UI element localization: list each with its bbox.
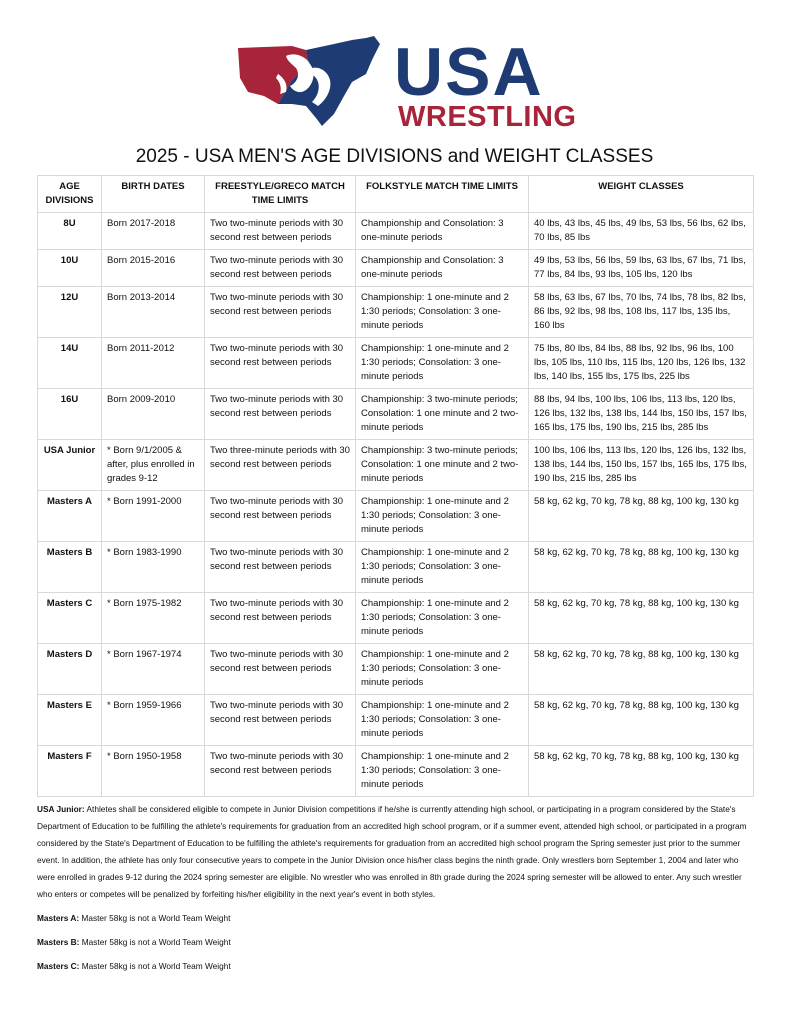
note-masters-c [37,958,753,975]
table-row [38,491,754,542]
note-label: Masters B: [37,937,80,947]
table-header-row [38,176,754,213]
usa-map-wrestlers-icon [234,34,384,130]
note-label: USA Junior: [37,804,85,814]
freestyle-cell: Two two-minute periods with 30 second rest between periods [205,213,356,250]
table-row [38,287,754,338]
freestyle-cell: Two three-minute periods with 30 second rest between periods [205,440,356,491]
freestyle-cell: Two two-minute periods with 30 second rest between periods [205,695,356,746]
birth-dates-cell: * Born 1991-2000 [102,491,205,542]
table-row [38,542,754,593]
weights-cell: 58 kg, 62 kg, 70 kg, 78 kg, 88 kg, 100 kg, 130 kg [529,593,754,644]
folkstyle-cell: Championship: 1 one-minute and 2 1:30 periods; Consolation: 3 one-minute periods [356,644,529,695]
weights-cell: 58 kg, 62 kg, 70 kg, 78 kg, 88 kg, 100 kg, 130 kg [529,644,754,695]
table-row [38,440,754,491]
table-row [38,213,754,250]
folkstyle-cell: Championship: 1 one-minute and 2 1:30 periods; Consolation: 3 one-minute periods [356,593,529,644]
freestyle-cell: Two two-minute periods with 30 second rest between periods [205,338,356,389]
header-freestyle-time-limits: FREESTYLE/GRECO MATCH TIME LIMITS [205,176,356,213]
logo-wrestling-text: WRESTLING [398,101,577,133]
age-divisions-table [37,175,754,797]
note-masters-b [37,934,753,951]
birth-dates-cell: Born 2015-2016 [102,250,205,287]
birth-dates-cell: * Born 1975-1982 [102,593,205,644]
division-cell: 14U [38,338,102,389]
folkstyle-cell: Championship: 1 one-minute and 2 1:30 periods; Consolation: 3 one-minute periods [356,746,529,797]
note-label: Masters C: [37,961,80,971]
freestyle-cell: Two two-minute periods with 30 second rest between periods [205,593,356,644]
division-cell: Masters D [38,644,102,695]
weights-cell: 58 lbs, 63 lbs, 67 lbs, 70 lbs, 74 lbs, 78 lbs, 82 lbs, 86 lbs, 92 lbs, 98 lbs, 108 lbs, 117 lbs, 135 lbs, 160 lbs [529,287,754,338]
table-row [38,695,754,746]
weights-cell: 75 lbs, 80 lbs, 84 lbs, 88 lbs, 92 lbs, 96 lbs, 100 lbs, 105 lbs, 110 lbs, 115 lbs, 120 lbs, 126 lbs, 132 lbs, 140 lbs, 155 lbs, 175 lbs, 225 lbs [529,338,754,389]
folkstyle-cell: Championship: 1 one-minute and 2 1:30 periods; Consolation: 3 one-minute periods [356,491,529,542]
division-cell: Masters E [38,695,102,746]
freestyle-cell: Two two-minute periods with 30 second rest between periods [205,644,356,695]
table-row [38,338,754,389]
division-cell: Masters C [38,593,102,644]
division-cell: 8U [38,213,102,250]
note-label: Masters A: [37,913,80,923]
folkstyle-cell: Championship: 3 two-minute periods; Consolation: 1 one minute and 2 two-minute periods [356,440,529,491]
header-weight-classes: WEIGHT CLASSES [529,176,754,213]
folkstyle-cell: Championship: 1 one-minute and 2 1:30 periods; Consolation: 3 one-minute periods [356,338,529,389]
note-masters-a [37,910,753,927]
note-text: Athletes shall be considered eligible to compete in Junior Division competitions if he/she is currently attending high school, or participating in a program considered by the State's Department of Education to be fulfilling the athlete's requirements for graduation from an accredited high school program, or if a summer event, attended high school, or participated in a program considered by the State's Department of Education to be fulfilling the athlete's requirements for graduation from an accredited high school program the Spring semester just prior to the summer event. In addition, the athlete has only four consecutive years to compete in the Junior Division once his/her class begins the ninth grade. Only wrestlers born September 1, 2004 and later who were enrolled in grades 9-12 during the 2024 spring semester are eligible. No wrestler who was enrolled in 8th grade during the 2024 spring semester will be allowed to enter. Any such wrestler who enters or competes will be penalized by forfeiting his/her eligibility in the next year's event in both styles. [37,804,747,899]
table-row [38,593,754,644]
note-text: Master 58kg is not a World Team Weight [79,937,231,947]
birth-dates-cell: * Born 1983-1990 [102,542,205,593]
weights-cell: 88 lbs, 94 lbs, 100 lbs, 106 lbs, 113 lbs, 120 lbs, 126 lbs, 132 lbs, 138 lbs, 144 lbs, 150 lbs, 157 lbs, 165 lbs, 175 lbs, 190 lbs, 215 lbs, 285 lbs [529,389,754,440]
division-cell: Masters A [38,491,102,542]
weights-cell: 49 lbs, 53 lbs, 56 lbs, 59 lbs, 63 lbs, 67 lbs, 71 lbs, 77 lbs, 84 lbs, 93 lbs, 105 lbs, 120 lbs [529,250,754,287]
weights-cell: 58 kg, 62 kg, 70 kg, 78 kg, 88 kg, 100 kg, 130 kg [529,491,754,542]
weights-cell: 58 kg, 62 kg, 70 kg, 78 kg, 88 kg, 100 kg, 130 kg [529,746,754,797]
weights-cell: 58 kg, 62 kg, 70 kg, 78 kg, 88 kg, 100 kg, 130 kg [529,542,754,593]
folkstyle-cell: Championship: 1 one-minute and 2 1:30 periods; Consolation: 3 one-minute periods [356,695,529,746]
note-usa-junior [37,801,753,903]
page-title: 2025 - USA MEN'S AGE DIVISIONS and WEIGHT CLASSES [135,146,654,167]
usa-wrestling-logo [234,34,577,133]
folkstyle-cell: Championship: 1 one-minute and 2 1:30 periods; Consolation: 3 one-minute periods [356,287,529,338]
table-row [38,746,754,797]
folkstyle-cell: Championship and Consolation: 3 one-minute periods [356,213,529,250]
birth-dates-cell: Born 2013-2014 [102,287,205,338]
birth-dates-cell: * Born 1950-1958 [102,746,205,797]
division-cell: Masters F [38,746,102,797]
header-birth-dates: BIRTH DATES [102,176,205,213]
table-row [38,644,754,695]
folkstyle-cell: Championship and Consolation: 3 one-minute periods [356,250,529,287]
weights-cell: 58 kg, 62 kg, 70 kg, 78 kg, 88 kg, 100 kg, 130 kg [529,695,754,746]
folkstyle-cell: Championship: 1 one-minute and 2 1:30 periods; Consolation: 3 one-minute periods [356,542,529,593]
birth-dates-cell: * Born 9/1/2005 & after, plus enrolled in grades 9-12 [102,440,205,491]
freestyle-cell: Two two-minute periods with 30 second rest between periods [205,746,356,797]
birth-dates-cell: Born 2011-2012 [102,338,205,389]
division-cell: 12U [38,287,102,338]
freestyle-cell: Two two-minute periods with 30 second rest between periods [205,389,356,440]
birth-dates-cell: Born 2009-2010 [102,389,205,440]
table-row [38,250,754,287]
weights-cell: 40 lbs, 43 lbs, 45 lbs, 49 lbs, 53 lbs, 56 lbs, 62 lbs, 70 lbs, 85 lbs [529,213,754,250]
division-cell: 10U [38,250,102,287]
note-text: Master 58kg is not a World Team Weight [79,913,231,923]
logo-usa-text: USA [394,34,544,110]
freestyle-cell: Two two-minute periods with 30 second rest between periods [205,250,356,287]
header-age-divisions: AGE DIVISIONS [38,176,102,213]
folkstyle-cell: Championship: 3 two-minute periods; Consolation: 1 one minute and 2 two-minute periods [356,389,529,440]
freestyle-cell: Two two-minute periods with 30 second rest between periods [205,542,356,593]
freestyle-cell: Two two-minute periods with 30 second rest between periods [205,491,356,542]
freestyle-cell: Two two-minute periods with 30 second rest between periods [205,287,356,338]
footnotes [37,801,753,982]
birth-dates-cell: * Born 1959-1966 [102,695,205,746]
birth-dates-cell: * Born 1967-1974 [102,644,205,695]
birth-dates-cell: Born 2017-2018 [102,213,205,250]
table-row [38,389,754,440]
division-cell: 16U [38,389,102,440]
note-text: Master 58kg is not a World Team Weight [79,961,231,971]
header-folkstyle-time-limits: FOLKSTYLE MATCH TIME LIMITS [356,176,529,213]
division-cell: USA Junior [38,440,102,491]
division-cell: Masters B [38,542,102,593]
weights-cell: 100 lbs, 106 lbs, 113 lbs, 120 lbs, 126 lbs, 132 lbs, 138 lbs, 144 lbs, 150 lbs, 157 lbs, 165 lbs, 175 lbs, 190 lbs, 215 lbs, 285 lbs [529,440,754,491]
